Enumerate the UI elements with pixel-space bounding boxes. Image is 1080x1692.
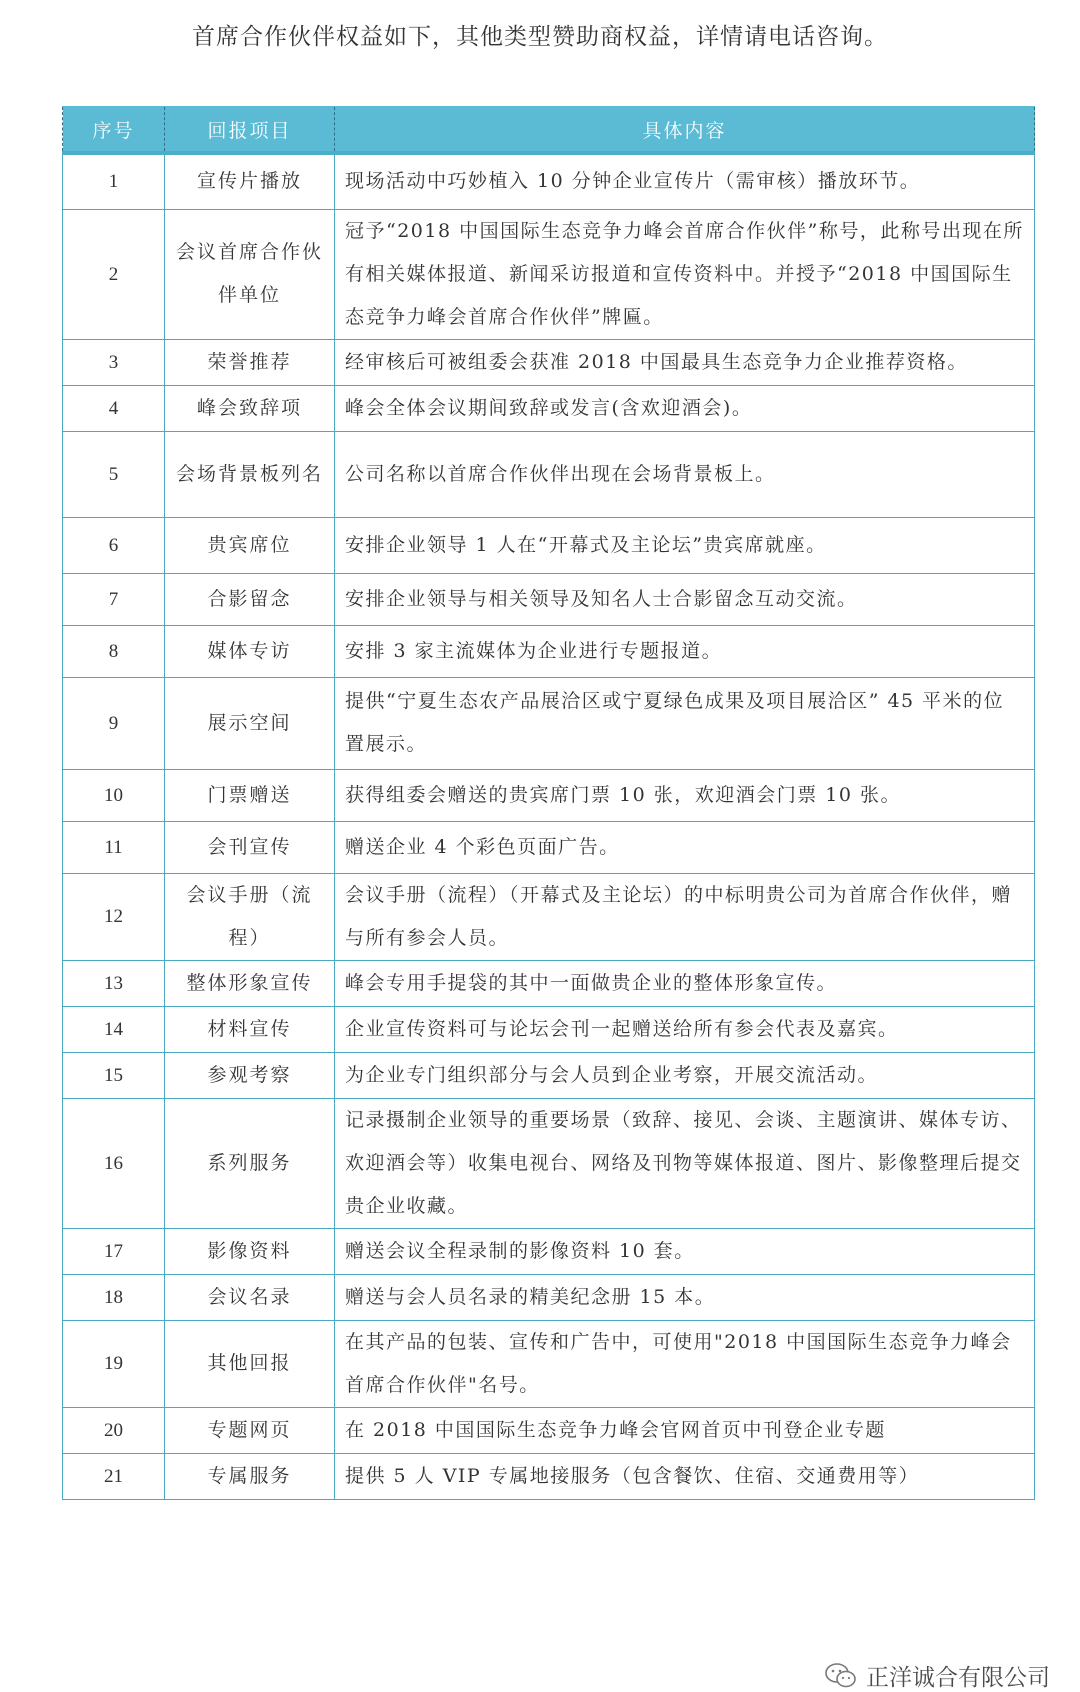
row-content: 提供“宁夏生态农产品展洽区或宁夏绿色成果及项目展洽区” 45 平米的位置展示。: [335, 677, 1035, 769]
benefits-table: [62, 106, 1035, 1500]
intro-text: 首席合作伙伴权益如下，其他类型赞助商权益，详情请电话咨询。: [192, 24, 888, 50]
row-content: 获得组委会赠送的贵宾席门票 10 张，欢迎酒会门票 10 张。: [335, 769, 1035, 821]
row-item: 系列服务: [165, 1098, 335, 1228]
table-row: [63, 677, 1035, 769]
row-item: 会议名录: [165, 1274, 335, 1320]
row-number: 14: [63, 1006, 165, 1052]
row-number: 21: [63, 1453, 165, 1499]
row-content: 在其产品的包装、宣传和广告中，可使用"2018 中国国际生态竞争力峰会首席合作伙伴"名号。: [335, 1320, 1035, 1407]
table-row: [63, 1407, 1035, 1453]
row-item: 展示空间: [165, 677, 335, 769]
row-content: 在 2018 中国国际生态竞争力峰会官网首页中刊登企业专题: [335, 1407, 1035, 1453]
table-header-row: [63, 107, 1035, 154]
row-number: 3: [63, 339, 165, 385]
row-content: 赠送与会人员名录的精美纪念册 15 本。: [335, 1274, 1035, 1320]
row-number: 16: [63, 1098, 165, 1228]
row-content: 安排企业领导与相关领导及知名人士合影留念互动交流。: [335, 573, 1035, 625]
watermark-text: 正洋诚合有限公司: [866, 1665, 1050, 1691]
row-item: 影像资料: [165, 1228, 335, 1274]
row-item: 贵宾席位: [165, 517, 335, 573]
row-item: 材料宣传: [165, 1006, 335, 1052]
row-item: 宣传片播放: [165, 153, 335, 209]
row-content: 记录摄制企业领导的重要场景（致辞、接见、会谈、主题演讲、媒体专访、欢迎酒会等）收集电视台、网络及刊物等媒体报道、图片、影像整理后提交贵企业收藏。: [335, 1098, 1035, 1228]
row-content: 安排 3 家主流媒体为企业进行专题报道。: [335, 625, 1035, 677]
row-number: 7: [63, 573, 165, 625]
table-row: [63, 769, 1035, 821]
row-item: 媒体专访: [165, 625, 335, 677]
row-number: 13: [63, 960, 165, 1006]
header-number: 序号: [63, 107, 165, 154]
table-row: [63, 960, 1035, 1006]
row-item: 专属服务: [165, 1453, 335, 1499]
row-content: 经审核后可被组委会获准 2018 中国最具生态竞争力企业推荐资格。: [335, 339, 1035, 385]
row-item: 合影留念: [165, 573, 335, 625]
row-number: 11: [63, 821, 165, 873]
wechat-icon: [824, 1662, 858, 1690]
row-number: 18: [63, 1274, 165, 1320]
table-row: [63, 1228, 1035, 1274]
row-number: 9: [63, 677, 165, 769]
header-item: 回报项目: [165, 107, 335, 154]
table-row: [63, 1052, 1035, 1098]
watermark: [824, 1659, 1050, 1692]
row-content: 安排企业领导 1 人在“开幕式及主论坛”贵宾席就座。: [335, 517, 1035, 573]
benefits-table-wrapper: [62, 106, 1034, 1500]
row-number: 20: [63, 1407, 165, 1453]
table-row: [63, 385, 1035, 431]
row-number: 10: [63, 769, 165, 821]
row-content: 赠送会议全程录制的影像资料 10 套。: [335, 1228, 1035, 1274]
row-content: 现场活动中巧妙植入 10 分钟企业宣传片（需审核）播放环节。: [335, 153, 1035, 209]
table-body: [63, 153, 1035, 1499]
row-number: 5: [63, 431, 165, 517]
row-number: 17: [63, 1228, 165, 1274]
table-row: [63, 209, 1035, 339]
row-number: 1: [63, 153, 165, 209]
row-item: 荣誉推荐: [165, 339, 335, 385]
row-content: 提供 5 人 VIP 专属地接服务（包含餐饮、住宿、交通费用等）: [335, 1453, 1035, 1499]
table-row: [63, 1006, 1035, 1052]
row-content: 企业宣传资料可与论坛会刊一起赠送给所有参会代表及嘉宾。: [335, 1006, 1035, 1052]
table-row: [63, 573, 1035, 625]
row-content: 会议手册（流程）（开幕式及主论坛）的中标明贵公司为首席合作伙伴，赠与所有参会人员。: [335, 873, 1035, 960]
row-number: 19: [63, 1320, 165, 1407]
table-row: [63, 1274, 1035, 1320]
table-row: [63, 1098, 1035, 1228]
table-row: [63, 431, 1035, 517]
table-row: [63, 821, 1035, 873]
row-item: 参观考察: [165, 1052, 335, 1098]
header-content: 具体内容: [335, 107, 1035, 154]
row-number: 6: [63, 517, 165, 573]
table-row: [63, 625, 1035, 677]
row-number: 15: [63, 1052, 165, 1098]
row-content: 冠予“2018 中国国际生态竞争力峰会首席合作伙伴”称号，此称号出现在所有相关媒体报道、新闻采访报道和宣传资料中。并授予“2018 中国国际生态竞争力峰会首席合作伙伴”牌匾。: [335, 209, 1035, 339]
table-row: [63, 517, 1035, 573]
table-row: [63, 1320, 1035, 1407]
row-item: 峰会致辞项: [165, 385, 335, 431]
row-number: 4: [63, 385, 165, 431]
row-item: 会刊宣传: [165, 821, 335, 873]
row-item: 会议首席合作伙伴单位: [165, 209, 335, 339]
table-row: [63, 873, 1035, 960]
row-content: 公司名称以首席合作伙伴出现在会场背景板上。: [335, 431, 1035, 517]
row-content: 峰会专用手提袋的其中一面做贵企业的整体形象宣传。: [335, 960, 1035, 1006]
table-row: [63, 1453, 1035, 1499]
row-number: 12: [63, 873, 165, 960]
table-row: [63, 339, 1035, 385]
row-item: 整体形象宣传: [165, 960, 335, 1006]
row-number: 8: [63, 625, 165, 677]
row-item: 会场背景板列名: [165, 431, 335, 517]
row-item: 其他回报: [165, 1320, 335, 1407]
row-item: 专题网页: [165, 1407, 335, 1453]
row-item: 会议手册（流程）: [165, 873, 335, 960]
table-row: [63, 153, 1035, 209]
row-content: 赠送企业 4 个彩色页面广告。: [335, 821, 1035, 873]
row-content: 为企业专门组织部分与会人员到企业考察，开展交流活动。: [335, 1052, 1035, 1098]
row-number: 2: [63, 209, 165, 339]
row-item: 门票赠送: [165, 769, 335, 821]
row-content: 峰会全体会议期间致辞或发言(含欢迎酒会)。: [335, 385, 1035, 431]
